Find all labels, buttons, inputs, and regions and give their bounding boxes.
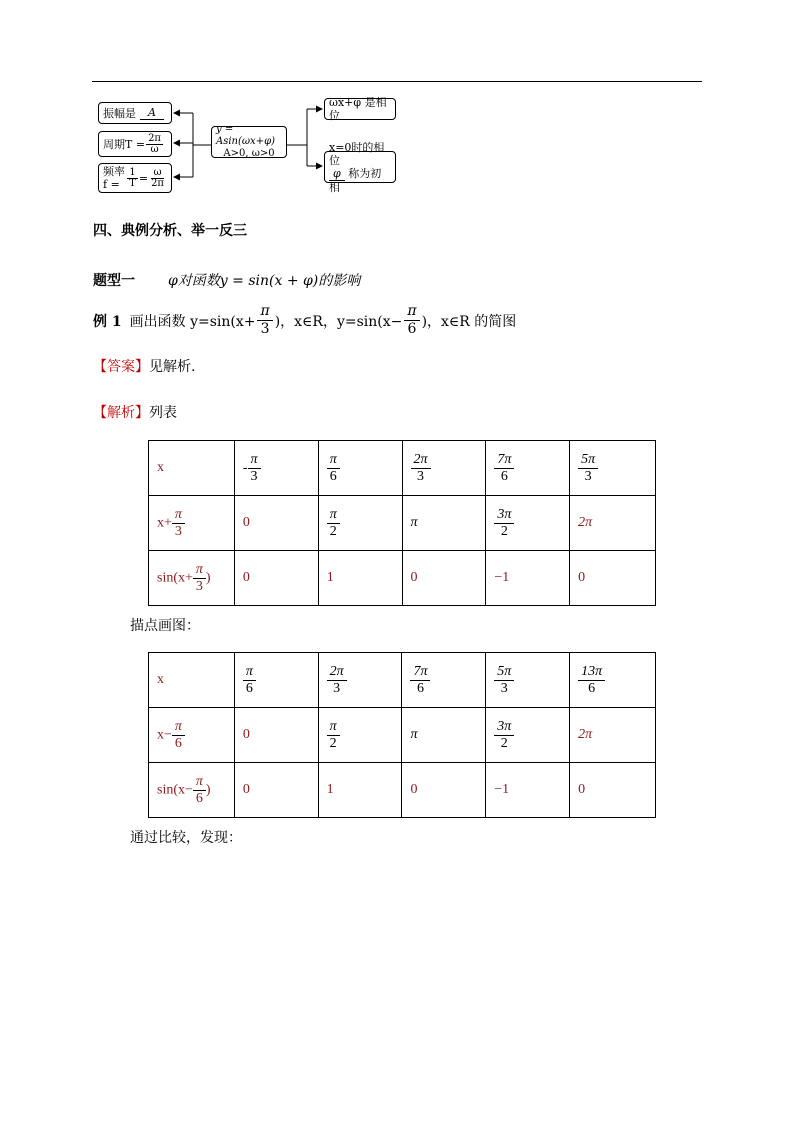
cell-fraction xyxy=(327,452,340,485)
table-cell xyxy=(570,653,656,708)
table-cell xyxy=(486,441,570,496)
cell-value: 0 xyxy=(242,727,250,742)
row-header-prefix: x− xyxy=(157,727,172,743)
row-header-text: x xyxy=(157,460,164,475)
type-title: φ对函数y = sin(x + φ)的影响 xyxy=(168,273,361,289)
cell-value: 0 xyxy=(242,515,250,530)
cell-value: 0 xyxy=(578,570,586,585)
table-cell xyxy=(486,653,570,708)
fraction-numerator: 5π xyxy=(578,452,598,469)
value-table-2 xyxy=(148,652,656,818)
row-header-fraction xyxy=(193,774,206,807)
fraction-numerator: 3π xyxy=(494,507,514,524)
fraction-denominator: 6 xyxy=(329,468,337,484)
answer-text: 见解析. xyxy=(149,359,196,375)
period-box xyxy=(98,131,172,157)
cell-fraction xyxy=(578,452,598,485)
table-cell xyxy=(570,708,656,763)
example-fraction-2-num: π xyxy=(404,303,419,321)
fraction-numerator: π xyxy=(172,719,185,736)
type-label: 题型一 xyxy=(93,273,135,289)
fraction-numerator: 7π xyxy=(494,452,514,469)
table-row xyxy=(149,551,656,606)
plot-note: 描点画图： xyxy=(130,618,200,634)
table-cell xyxy=(318,551,402,606)
initial-phase-box xyxy=(324,140,396,194)
cell-fraction xyxy=(327,664,347,697)
cell-sign: - xyxy=(242,460,248,476)
period-denominator: ω xyxy=(150,143,159,155)
period-numerator: 2π xyxy=(148,132,161,144)
table-cell xyxy=(402,708,486,763)
table-cell xyxy=(486,708,570,763)
function-box xyxy=(211,126,287,158)
cell-value: −1 xyxy=(494,782,510,797)
cell-value: −1 xyxy=(494,570,510,585)
frequency-fraction-2 xyxy=(149,168,166,189)
fraction-numerator: 13π xyxy=(578,664,605,681)
cell-value: 1 xyxy=(326,570,334,585)
fraction-numerator: 2π xyxy=(411,452,431,469)
fraction-numerator: π xyxy=(193,562,206,579)
table-cell xyxy=(234,441,318,496)
table-cell xyxy=(402,496,486,551)
analysis-text: 列表 xyxy=(149,405,177,421)
period-label: 周期T = xyxy=(103,137,146,151)
cell-fraction xyxy=(243,664,256,697)
analysis-line xyxy=(93,402,177,422)
cell-value: π xyxy=(410,727,418,742)
cell-value: 0 xyxy=(242,570,250,585)
example-text-3: )，x∈R 的简图 xyxy=(421,313,517,330)
row-header-fraction xyxy=(172,507,185,540)
fraction-denominator: 6 xyxy=(245,680,253,696)
fraction-numerator: π xyxy=(327,719,340,736)
initial-phase-var: φ xyxy=(329,167,345,181)
table-row xyxy=(149,441,656,496)
fraction-denominator: 2 xyxy=(500,523,508,539)
fraction-numerator: 7π xyxy=(410,664,430,681)
row-header-prefix: sin(x− xyxy=(157,782,193,798)
table-cell xyxy=(234,551,318,606)
fraction-denominator: 3 xyxy=(195,578,203,594)
answer-tag: 【答案】 xyxy=(93,359,149,375)
row-header-text: x xyxy=(157,672,164,687)
analysis-tag: 【解析】 xyxy=(93,405,149,421)
table-cell xyxy=(234,708,318,763)
table-cell xyxy=(402,551,486,606)
fraction-numerator: π xyxy=(248,452,261,469)
fraction-numerator: π xyxy=(243,664,256,681)
table-cell xyxy=(486,551,570,606)
cell-fraction xyxy=(494,719,514,752)
fraction-numerator: π xyxy=(193,774,206,791)
table-cell xyxy=(318,763,402,818)
row-header xyxy=(149,708,235,763)
table-row xyxy=(149,653,656,708)
example-fraction-2 xyxy=(404,303,419,338)
table-cell xyxy=(402,763,486,818)
table-row xyxy=(149,763,656,818)
cell-value: 0 xyxy=(410,570,418,585)
cell-value: 0 xyxy=(410,782,418,797)
fraction-numerator: π xyxy=(327,452,340,469)
example-fraction-1-den: 3 xyxy=(260,321,270,337)
cell-fraction xyxy=(327,719,340,752)
frequency-box xyxy=(98,163,172,193)
answer-line xyxy=(93,356,195,376)
frequency-numerator-1: 1 xyxy=(129,166,136,178)
section-heading: 四、典例分析、举一反三 xyxy=(93,223,247,239)
frequency-equals: = xyxy=(138,171,149,185)
fraction-numerator: π xyxy=(172,507,185,524)
frequency-fraction-1 xyxy=(127,168,138,189)
frequency-denominator-2: 2π xyxy=(151,177,164,189)
example-fraction-1-num: π xyxy=(257,303,272,321)
cell-value: 2π xyxy=(578,727,593,742)
table-cell xyxy=(570,496,656,551)
fraction-denominator: 6 xyxy=(174,735,182,751)
fraction-denominator: 3 xyxy=(584,468,592,484)
cell-fraction xyxy=(411,452,431,485)
table-cell xyxy=(486,496,570,551)
row-header xyxy=(149,496,235,551)
fraction-numerator: 5π xyxy=(494,664,514,681)
amplitude-label: 振幅是 xyxy=(103,106,136,120)
row-header xyxy=(149,551,235,606)
row-header xyxy=(149,441,235,496)
example-label: 例 1 xyxy=(93,313,122,330)
cell-value: π xyxy=(410,515,418,530)
table-cell xyxy=(570,763,656,818)
fraction-denominator: 3 xyxy=(333,680,341,696)
row-header-suffix: ) xyxy=(205,782,211,798)
fraction-numerator: π xyxy=(327,507,340,524)
row-header-suffix: ) xyxy=(205,570,211,586)
table-cell xyxy=(486,763,570,818)
table-cell xyxy=(234,496,318,551)
example-line xyxy=(93,303,516,338)
cell-value: 0 xyxy=(242,782,250,797)
fraction-numerator: 3π xyxy=(494,719,514,736)
cell-value: 1 xyxy=(326,782,334,797)
cell-fraction xyxy=(578,664,605,697)
cell-fraction xyxy=(410,664,430,697)
fraction-denominator: 2 xyxy=(329,735,337,751)
table-cell xyxy=(318,441,402,496)
frequency-label: 频率f = xyxy=(103,165,125,191)
cell-fraction xyxy=(494,664,514,697)
cell-value: 0 xyxy=(578,782,586,797)
amplitude-box xyxy=(98,102,172,124)
fraction-denominator: 6 xyxy=(588,680,596,696)
table-cell xyxy=(318,708,402,763)
cell-fraction xyxy=(494,452,514,485)
fraction-denominator: 2 xyxy=(500,735,508,751)
initial-phase-text: 称为初相 xyxy=(329,166,382,194)
fraction-denominator: 6 xyxy=(195,790,203,806)
example-fraction-2-den: 6 xyxy=(407,321,417,337)
compare-note: 通过比较，发现： xyxy=(130,830,242,846)
table-cell xyxy=(318,496,402,551)
fraction-denominator: 3 xyxy=(500,680,508,696)
row-header-prefix: sin(x+ xyxy=(157,570,193,586)
function-formula: y = Asin(ωx+φ) xyxy=(216,124,275,147)
row-header-fraction xyxy=(172,719,185,752)
table-cell xyxy=(570,551,656,606)
table-cell xyxy=(402,441,486,496)
table-cell xyxy=(570,441,656,496)
table-cell xyxy=(318,653,402,708)
initial-phase-line1: x=0时的相位 xyxy=(329,140,385,167)
row-header xyxy=(149,763,235,818)
example-fraction-1 xyxy=(257,303,272,338)
fraction-denominator: 2 xyxy=(329,523,337,539)
row-header-fraction xyxy=(193,562,206,595)
table-cell xyxy=(234,763,318,818)
fraction-denominator: 6 xyxy=(500,468,508,484)
period-fraction xyxy=(146,134,163,155)
cell-value: 2π xyxy=(578,515,593,530)
frequency-numerator-2: ω xyxy=(153,166,162,178)
cell-fraction xyxy=(248,452,261,485)
cell-fraction xyxy=(327,507,340,540)
amplitude-value: A xyxy=(140,106,164,120)
example-text-1: 画出函数 y=sin(x+ xyxy=(129,313,256,330)
frequency-denominator-1: T xyxy=(129,177,136,189)
fraction-denominator: 3 xyxy=(250,468,258,484)
phase-label: ωx+φ 是相位 xyxy=(329,96,387,122)
fraction-denominator: 6 xyxy=(416,680,424,696)
cell-fraction xyxy=(494,507,514,540)
fraction-numerator: 2π xyxy=(327,664,347,681)
table-row xyxy=(149,708,656,763)
table-row xyxy=(149,496,656,551)
fraction-denominator: 3 xyxy=(417,468,424,484)
table-cell xyxy=(402,653,486,708)
phase-box xyxy=(324,98,396,120)
fraction-denominator: 3 xyxy=(174,523,182,539)
example-text-2: )，x∈R，y=sin(x− xyxy=(274,313,403,330)
row-header-prefix: x+ xyxy=(157,515,172,531)
function-conditions: A>0, ω>0 xyxy=(223,148,275,159)
table-cell xyxy=(234,653,318,708)
initial-phase-line2 xyxy=(329,167,391,194)
value-table-1 xyxy=(148,440,656,606)
row-header xyxy=(149,653,235,708)
